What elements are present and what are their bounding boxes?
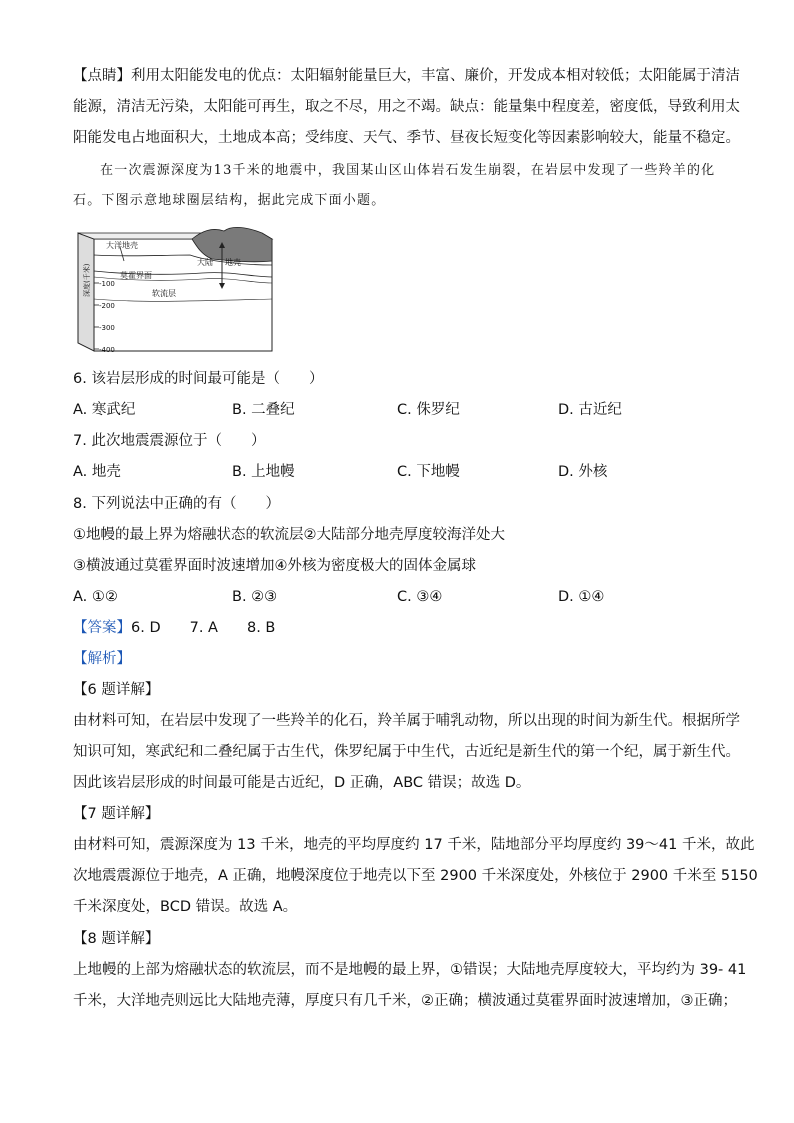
q8-stem: 8. 下列说法中正确的有（ ） (73, 496, 280, 512)
earth-layers-diagram (72, 225, 282, 355)
q8-option-a: A. ①② (73, 589, 118, 605)
q6-stem: 6. 该岩层形成的时间最可能是（ ） (73, 371, 324, 387)
answer-tag: 【答案】 (73, 620, 131, 636)
material-line-1: 在一次震源深度为13千米的地震中，我国某山区山体岩石发生崩裂，在岩层中发现了一些羚羊的化 (100, 163, 716, 178)
label-land-crust-1: 大陆 (197, 258, 213, 267)
earth-layers-figure (72, 225, 282, 355)
q8-statement-2: ③横波通过莫霍界面时波速增加④外核为密度极大的固体金属球 (73, 558, 476, 574)
q8-option-d: D. ①④ (558, 589, 605, 605)
q7-option-d: D. 外核 (558, 464, 608, 480)
q7-option-b: B. 上地幔 (232, 464, 295, 480)
q7-detail-title: 【7 题详解】 (73, 806, 160, 822)
q8-detail-title: 【8 题详解】 (73, 931, 160, 947)
q6-detail-line-3: 因此该岩层形成的时间最可能是古近纪，D 正确，ABC 错误；故选 D。 (73, 775, 531, 791)
q6-detail-line-2: 知识可知，寒武纪和二叠纪属于古生代，侏罗纪属于中生代，古近纪是新生代的第一个纪，属于新生代。 (73, 744, 740, 760)
comment-line-3: 阳能发电占地面积大，土地成本高；受纬度、天气、季节、昼夜长短变化等因素影响较大，能量不稳定。 (73, 130, 740, 146)
label-land-crust-2: 地壳 (225, 258, 241, 267)
comment-tag: 【点睛】 (73, 68, 131, 84)
comment-text-1: 利用太阳能发电的优点：太阳辐射能量巨大，丰富、廉价，开发成本相对较低；太阳能属于清洁 (131, 68, 740, 84)
comment-line-2: 能源，清洁无污染，太阳能可再生，取之不尽，用之不竭。缺点：能量集中程度差，密度低，导致利用太 (73, 99, 740, 115)
answer-text: 6. D 7. A 8. B (131, 620, 276, 636)
q6-option-d: D. 古近纪 (558, 402, 622, 418)
q8-detail-line-1: 上地幔的上部为熔融状态的软流层，而不是地幔的最上界，①错误；大陆地壳厚度较大，平均约为 39- 41 (73, 962, 747, 978)
q6-option-c: C. 侏罗纪 (397, 402, 460, 418)
q8-statement-1: ①地幔的最上界为熔融状态的软流层②大陆部分地壳厚度较海洋处大 (73, 527, 505, 543)
q7-option-a: A. 地壳 (73, 464, 121, 480)
answer-line (73, 617, 275, 639)
label-asthenosphere: 软流层 (152, 289, 176, 298)
tick-400: -400 (99, 346, 115, 354)
q6-option-a: A. 寒武纪 (73, 402, 136, 418)
label-moho: 莫霍界面 (120, 271, 152, 280)
q8-option-b: B. ②③ (232, 589, 278, 605)
q6-option-b: B. 二叠纪 (232, 402, 295, 418)
label-ocean-crust: 大洋地壳 (106, 241, 138, 250)
q7-detail-line-1: 由材料可知，震源深度为 13 千米，地壳的平均厚度约 17 千米，陆地部分平均厚度约 39～41 千米，故此 (73, 837, 755, 853)
label-depth: 深度(千米) (83, 263, 91, 297)
comment-line-1 (73, 65, 740, 87)
q7-detail-line-2: 次地震震源位于地壳，A 正确，地幔深度位于地壳以下至 2900 千米深度处，外核位于 2900 千米至 5150 (73, 868, 758, 884)
q7-option-c: C. 下地幔 (397, 464, 460, 480)
tick-100: -100 (99, 280, 115, 288)
q6-detail-title: 【6 题详解】 (73, 682, 160, 698)
analysis-tag: 【解析】 (73, 651, 131, 667)
q7-detail-line-3: 千米深度处，BCD 错误。故选 A。 (73, 899, 298, 915)
q7-stem: 7. 此次地震震源位于（ ） (73, 433, 266, 449)
tick-300: -300 (99, 324, 115, 332)
material-line-2: 石。下图示意地球圈层结构，据此完成下面小题。 (73, 193, 386, 208)
q8-option-c: C. ③④ (397, 589, 443, 605)
q8-detail-line-2: 千米，大洋地壳则远比大陆地壳薄，厚度只有几千米，②正确；横波通过莫霍界面时波速增加，③正确； (73, 993, 737, 1009)
q6-detail-line-1: 由材料可知，在岩层中发现了一些羚羊的化石，羚羊属于哺乳动物，所以出现的时间为新生代。根据所学 (73, 713, 740, 729)
tick-200: -200 (99, 302, 115, 310)
